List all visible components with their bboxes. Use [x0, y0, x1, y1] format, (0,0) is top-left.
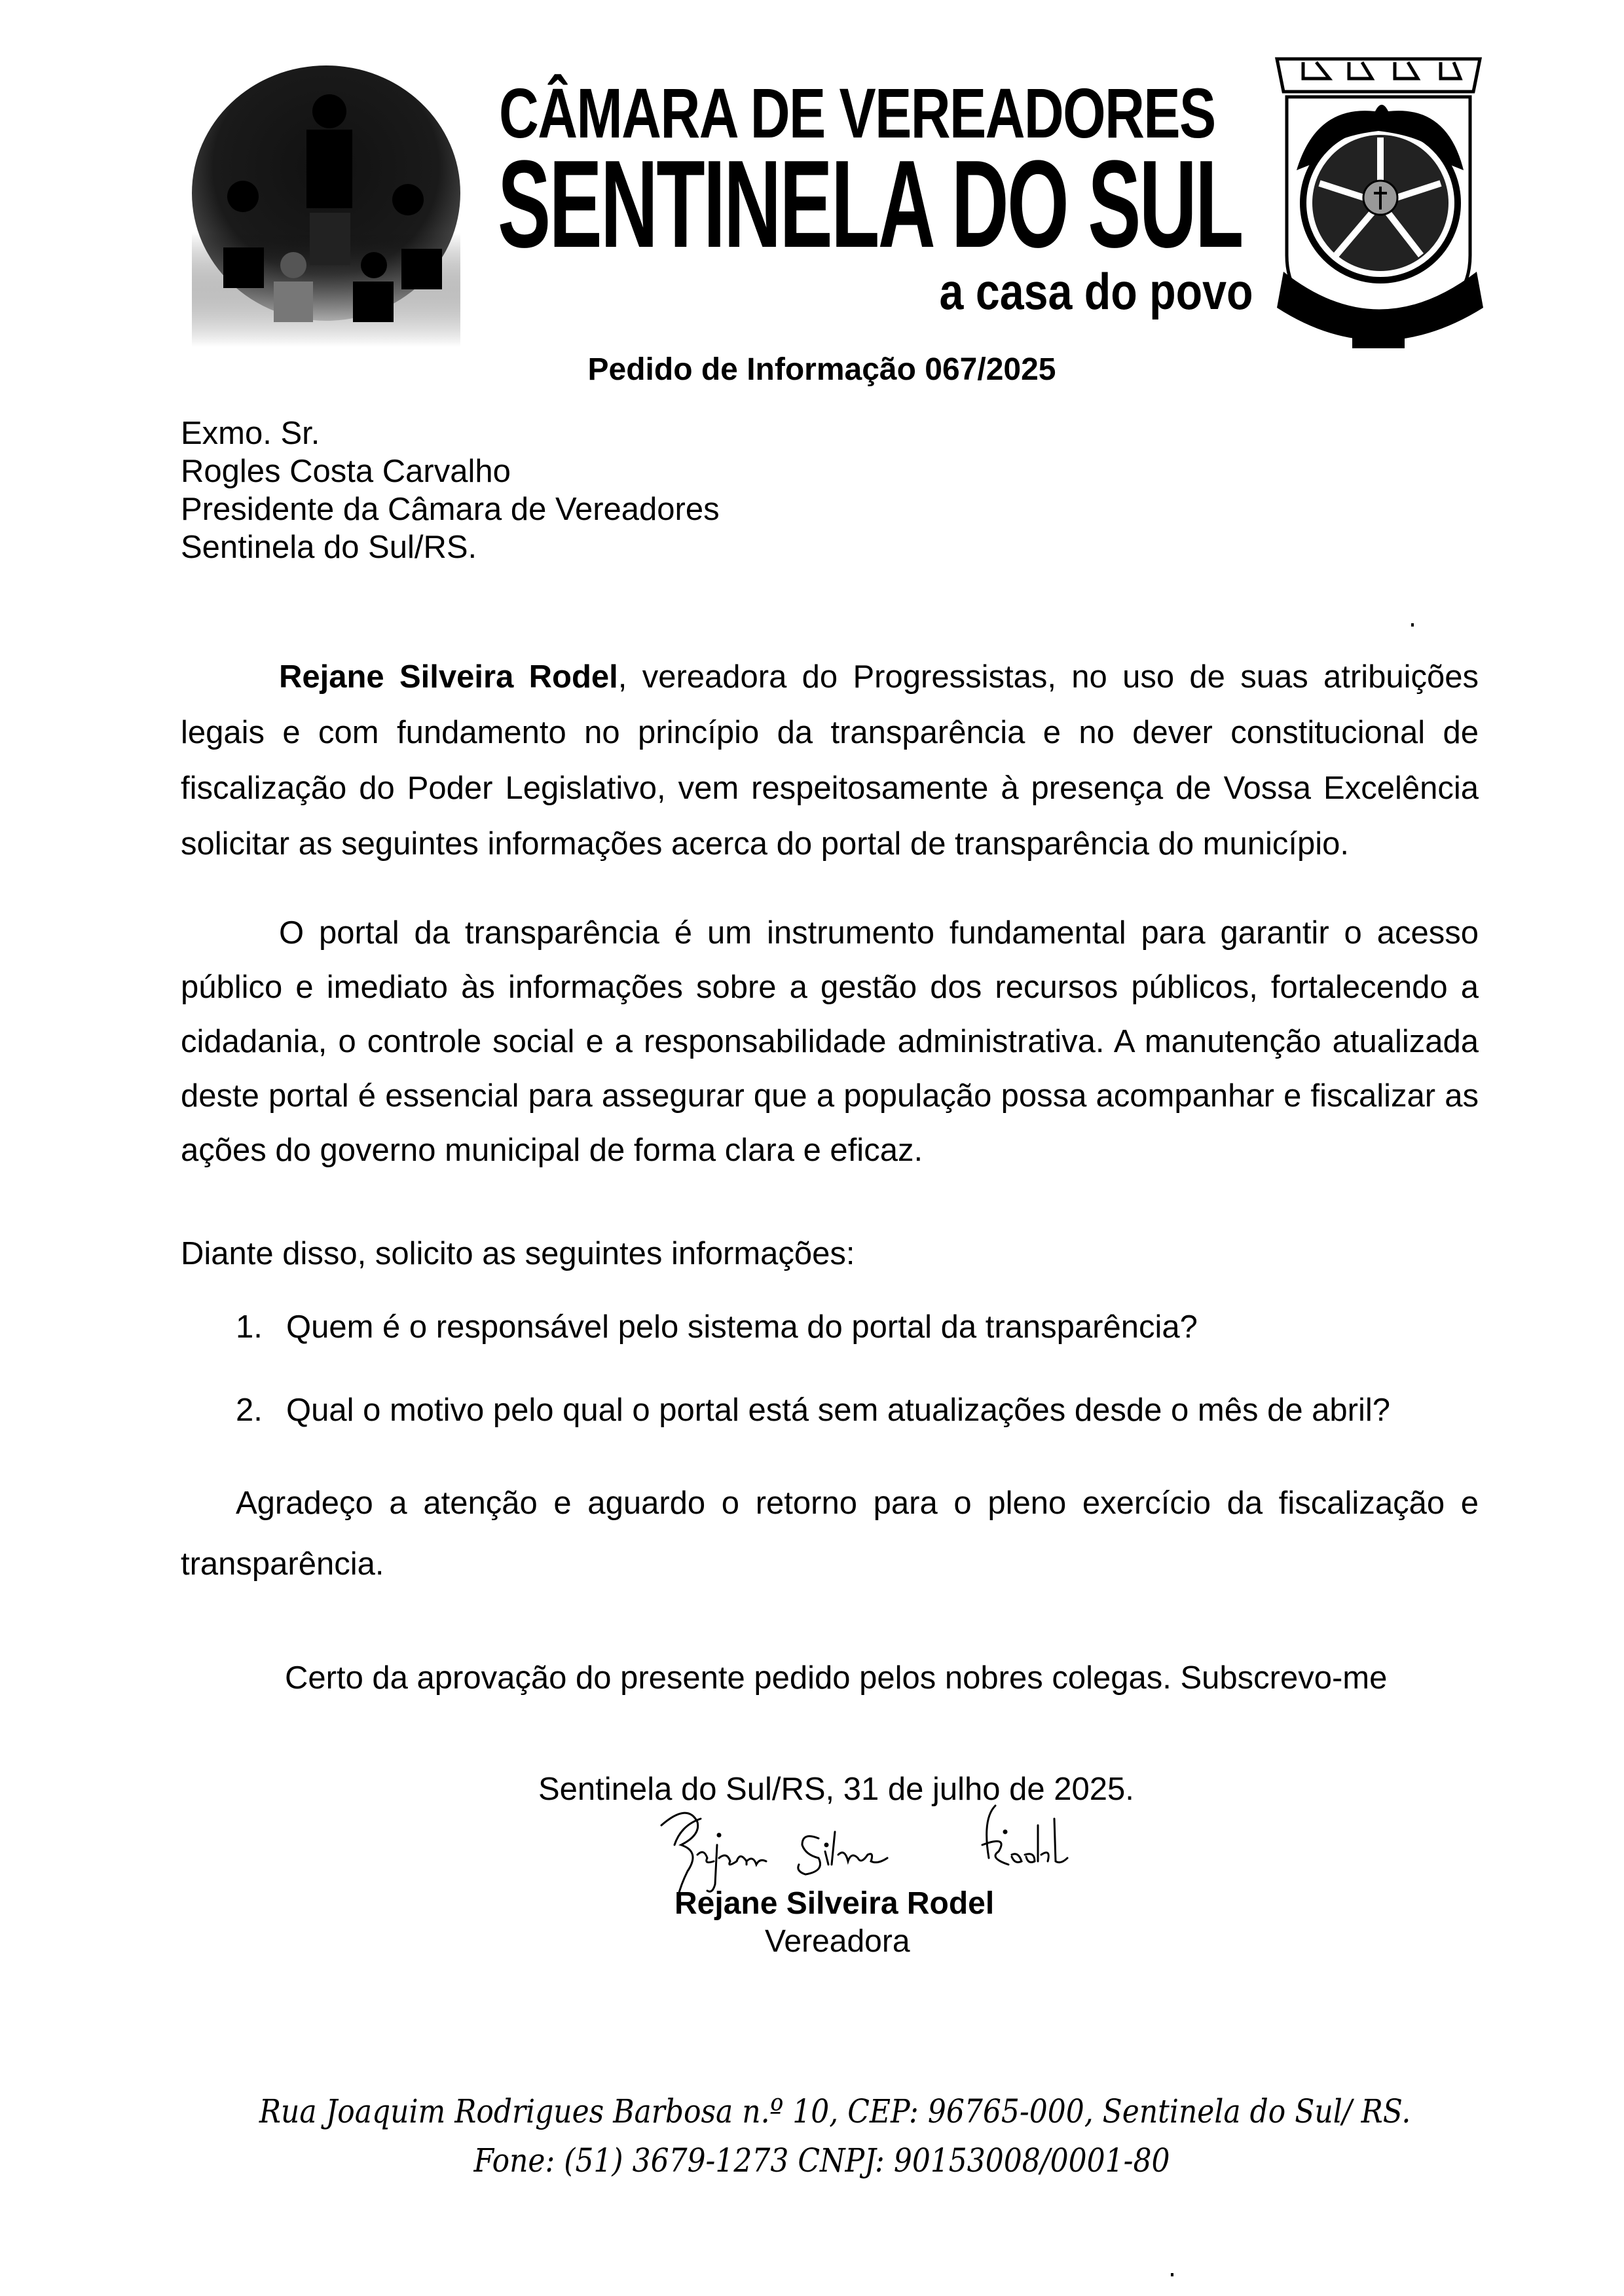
- scan-speck: [1171, 2273, 1173, 2276]
- body-paragraph-closing: Certo da aprovação do presente pedido pelos nobres colegas. Subscrevo-me: [285, 1660, 1388, 1696]
- addressee-name: Rogles Costa Carvalho: [181, 454, 511, 489]
- requester-name: Rejane Silveira Rodel: [279, 659, 618, 695]
- footer-address: [0, 2092, 1624, 2131]
- question-item: [236, 1391, 1390, 1430]
- people-assembly-logo-icon: [192, 65, 460, 347]
- addressee-position: Presidente da Câmara de Vereadores: [181, 492, 720, 527]
- footer-contact: [0, 2141, 1624, 2180]
- letterhead-line-2: SENTINELA DO SUL: [498, 135, 1242, 274]
- addressee-salutation: Exmo. Sr.: [181, 416, 320, 451]
- body-paragraph-request-lead: Diante disso, solicito as seguintes informações:: [181, 1236, 855, 1271]
- handwritten-signature-icon: [642, 1799, 1113, 1897]
- intro-text: , vereadora do Progressistas, no uso de suas atribuições legais e com fundamento no princípio da transparência e no dever constitucional de fiscalização do Poder Legislativo, vem respeitosamente à presença de Vossa Excelência solicitar as seguintes informações acerca do portal de transparência do município.: [181, 659, 1479, 862]
- footer-contact-text: Fone: (51) 3679-1273 CNPJ: 90153008/0001-80: [473, 2141, 1170, 2179]
- letterhead-tagline: [884, 263, 1253, 320]
- footer-address-text: Rua Joaquim Rodrigues Barbosa n.º 10, CEP: 96765-000, Sentinela do Sul/ RS.: [259, 2092, 1411, 2130]
- question-number: 2.: [236, 1393, 263, 1428]
- context-text: O portal da transparência é um instrumento fundamental para garantir o acesso público e imediato às informações sobre a gestão dos recursos públicos, fortalecendo a cidadania, o controle social e a responsabilidade administrativa. A manutenção atualizada deste portal é essencial para assegurar que a população possa acompanhar e fiscalizar as ações do governo municipal de forma clara e eficaz.: [181, 915, 1479, 1168]
- body-paragraph-intro: [181, 649, 1479, 872]
- scan-speck: [1411, 623, 1414, 627]
- body-paragraph-context: [181, 906, 1479, 1178]
- question-number: 1.: [236, 1309, 263, 1345]
- body-paragraph-thanks: Agradeço a atenção e aguardo o retorno para o pleno exercício da fiscalização e transparência.: [181, 1485, 1479, 1582]
- signer-role: Vereadora: [765, 1924, 910, 1959]
- question-text: Qual o motivo pelo qual o portal está sem atualizações desde o mês de abril?: [286, 1393, 1391, 1428]
- coat-of-arms-icon: [1264, 46, 1493, 357]
- signer-name: Rejane Silveira Rodel: [674, 1886, 995, 1921]
- tagline-text: a casa do povo: [939, 263, 1253, 320]
- addressee-location: Sentinela do Sul/RS.: [181, 530, 477, 565]
- place-and-date: Sentinela do Sul/RS, 31 de julho de 2025.: [538, 1772, 1134, 1807]
- letterhead-line-1: CÂMARA DE VEREADORES: [499, 73, 1215, 153]
- document-title: Pedido de Informação 067/2025: [587, 352, 1056, 387]
- question-item: [236, 1307, 1198, 1347]
- addressee-block: [181, 414, 720, 566]
- question-text: Quem é o responsável pelo sistema do portal da transparência?: [286, 1309, 1198, 1345]
